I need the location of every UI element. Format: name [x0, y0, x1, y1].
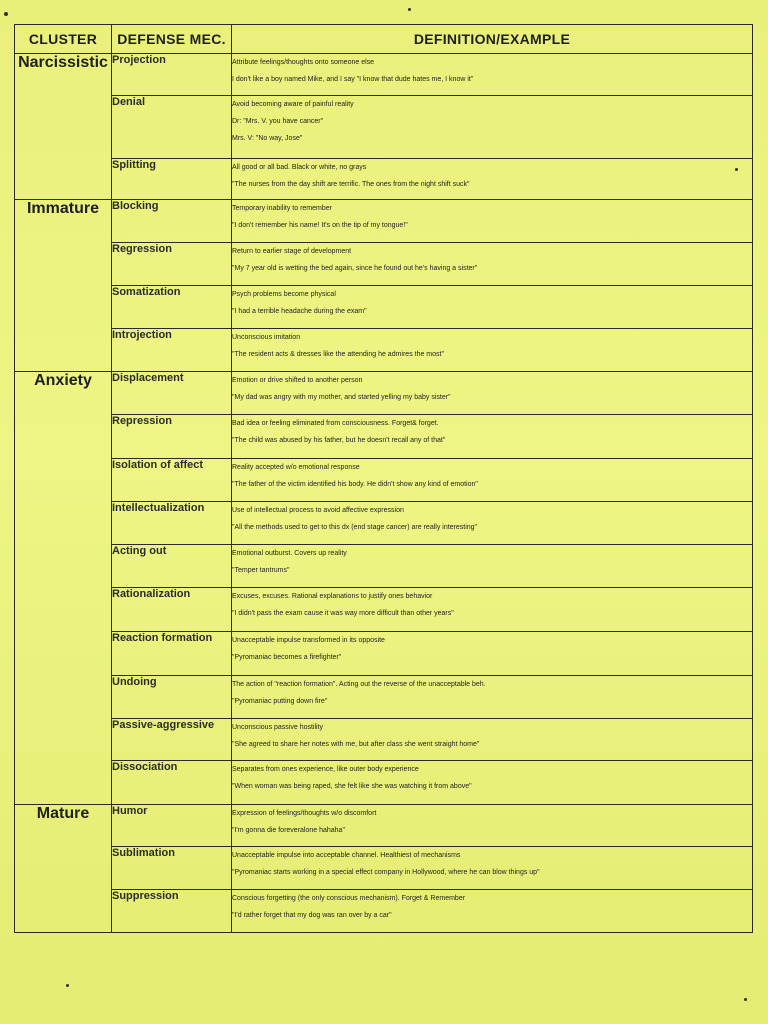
- definition-text: Unconscious imitation: [232, 334, 301, 341]
- cluster-label: Immature: [15, 200, 112, 372]
- definition-text: Excuses, excuses. Rational explanations to justify ones behavior: [232, 593, 433, 600]
- definition-text: Psych problems become physical: [232, 291, 336, 298]
- table-row: [15, 372, 753, 415]
- mechanism-name: Acting out: [112, 545, 232, 588]
- example-text: "The resident acts & dresses like the attending he admires the most": [232, 351, 444, 358]
- definition-cell: [232, 847, 753, 890]
- example-text: "I didn't pass the exam cause it was way more difficult than other years": [232, 610, 454, 617]
- table-row: [15, 243, 753, 286]
- mechanism-name: Splitting: [112, 159, 232, 200]
- example-text: "I had a terrible headache during the exam": [232, 308, 367, 315]
- table-row: [15, 719, 753, 761]
- example-text: "My dad was angry with my mother, and started yelling my baby sister": [232, 394, 451, 401]
- definition-cell: [232, 545, 753, 588]
- definition-cell: [232, 890, 753, 933]
- example-text: "The father of the victim identified his body. He didn't show any kind of emotion": [232, 481, 478, 488]
- definition-cell: [232, 329, 753, 372]
- example-text: "The child was abused by his father, but he doesn't recall any of that": [232, 437, 446, 444]
- example-text: "Temper tantrums": [232, 567, 290, 574]
- table-row: [15, 96, 753, 159]
- definition-cell: [232, 243, 753, 286]
- example-text: "Pyromaniac becomes a firefighter": [232, 654, 342, 661]
- table-row: [15, 588, 753, 632]
- table-row: [15, 847, 753, 890]
- table-row: [15, 159, 753, 200]
- table-row: [15, 54, 753, 96]
- mechanism-name: Humor: [112, 805, 232, 847]
- cluster-label: Mature: [15, 805, 112, 933]
- example-text: "The nurses from the day shift are terrific. The ones from the night shift suck": [232, 181, 470, 188]
- table-row: [15, 545, 753, 588]
- definition-cell: [232, 588, 753, 632]
- table-row: [15, 632, 753, 676]
- definition-text: Bad idea or feeling eliminated from consciousness. Forget& forget.: [232, 420, 439, 427]
- example-text: "When woman was being raped, she felt like she was watching it from above": [232, 783, 472, 790]
- mechanism-name: Introjection: [112, 329, 232, 372]
- mechanism-name: Dissociation: [112, 761, 232, 805]
- mechanism-name: Passive-aggressive: [112, 719, 232, 761]
- table-row: [15, 761, 753, 805]
- definition-cell: [232, 676, 753, 719]
- table-row: [15, 676, 753, 719]
- definition-text: Emotional outburst. Covers up reality: [232, 550, 347, 557]
- definition-cell: [232, 761, 753, 805]
- example-text: "Pyromaniac putting down fire": [232, 698, 328, 705]
- definition-cell: [232, 805, 753, 847]
- header-cluster: CLUSTER: [15, 25, 112, 54]
- definition-cell: [232, 415, 753, 459]
- mechanism-name: Denial: [112, 96, 232, 159]
- definition-text: All good or all bad. Black or white, no grays: [232, 164, 367, 171]
- header-row: [15, 25, 753, 54]
- table-row: [15, 502, 753, 545]
- definition-text: Use of intellectual process to avoid affective expression: [232, 507, 404, 514]
- definition-cell: [232, 54, 753, 96]
- definition-text: Attribute feelings/thoughts onto someone else: [232, 59, 375, 66]
- table-row: [15, 286, 753, 329]
- definition-text: Emotion or drive shifted to another person: [232, 377, 363, 384]
- example-text: "She agreed to share her notes with me, but after class she went straight home": [232, 741, 480, 748]
- example-text: "Pyromaniac starts working in a special effect company in Hollywood, where he can blow things up": [232, 869, 540, 876]
- example-text: "I'd rather forget that my dog was ran over by a car": [232, 912, 392, 919]
- example-text: "I'm gonna die foreveralone hahaha": [232, 827, 345, 834]
- mechanism-name: Displacement: [112, 372, 232, 415]
- definition-text: Avoid becoming aware of painful reality: [232, 101, 354, 108]
- mechanism-name: Undoing: [112, 676, 232, 719]
- mechanism-name: Sublimation: [112, 847, 232, 890]
- definition-text: Unconscious passive hostility: [232, 724, 324, 731]
- definition-cell: [232, 286, 753, 329]
- table-row: [15, 805, 753, 847]
- definition-cell: [232, 632, 753, 676]
- definition-cell: [232, 502, 753, 545]
- example-text: "All the methods used to get to this dx (end stage cancer) are really interesting": [232, 524, 478, 531]
- mark-dot: [66, 984, 69, 987]
- example-text: Mrs. V: "No way, Jose": [232, 135, 303, 142]
- header-definition: DEFINITION/EXAMPLE: [232, 25, 753, 54]
- definition-text: Temporary inability to remember: [232, 205, 332, 212]
- definition-cell: [232, 372, 753, 415]
- mark-dot: [744, 998, 747, 1001]
- cluster-label: Anxiety: [15, 372, 112, 805]
- example-text: "My 7 year old is wetting the bed again, since he found out he's having a sister": [232, 265, 478, 272]
- definition-text: Unacceptable impulse transformed in its opposite: [232, 637, 385, 644]
- cluster-label: Narcissistic: [15, 54, 112, 200]
- definition-text: Expression of feelings/thoughts w/o discomfort: [232, 810, 377, 817]
- definition-text: Return to earlier stage of development: [232, 248, 352, 255]
- mechanism-name: Regression: [112, 243, 232, 286]
- definition-text: Unacceptable impulse into acceptable channel. Healthiest of mechanisms: [232, 852, 461, 859]
- table-row: [15, 200, 753, 243]
- mechanism-name: Blocking: [112, 200, 232, 243]
- mechanism-name: Repression: [112, 415, 232, 459]
- table-row: [15, 329, 753, 372]
- table-row: [15, 890, 753, 933]
- definition-cell: [232, 459, 753, 502]
- definition-cell: [232, 159, 753, 200]
- mechanism-name: Intellectualization: [112, 502, 232, 545]
- defense-mechanisms-table: [14, 24, 753, 933]
- mechanism-name: Suppression: [112, 890, 232, 933]
- mechanism-name: Reaction formation: [112, 632, 232, 676]
- mark-dot: [4, 12, 8, 16]
- mark-dot: [408, 8, 411, 11]
- example-text: I don't like a boy named Mike, and I say "I know that dude hates me, I know it": [232, 76, 474, 83]
- header-mechanism: DEFENSE MEC.: [112, 25, 232, 54]
- mechanism-name: Projection: [112, 54, 232, 96]
- definition-cell: [232, 96, 753, 159]
- mechanism-name: Rationalization: [112, 588, 232, 632]
- example-text: Dr: "Mrs. V. you have cancer": [232, 118, 324, 125]
- table-row: [15, 459, 753, 502]
- table-row: [15, 415, 753, 459]
- table-body: [15, 54, 753, 933]
- definition-text: Conscious forgetting (the only conscious mechanism). Forget & Remember: [232, 895, 466, 902]
- definition-text: Separates from ones experience, like outer body experience: [232, 766, 419, 773]
- mechanism-name: Somatization: [112, 286, 232, 329]
- definition-cell: [232, 200, 753, 243]
- example-text: "I don't remember his name! It's on the tip of my tongue!": [232, 222, 408, 229]
- definition-text: The action of "reaction formation". Acting out the reverse of the unacceptable beh.: [232, 681, 486, 688]
- definition-text: Reality accepted w/o emotional response: [232, 464, 360, 471]
- mechanism-name: Isolation of affect: [112, 459, 232, 502]
- definition-cell: [232, 719, 753, 761]
